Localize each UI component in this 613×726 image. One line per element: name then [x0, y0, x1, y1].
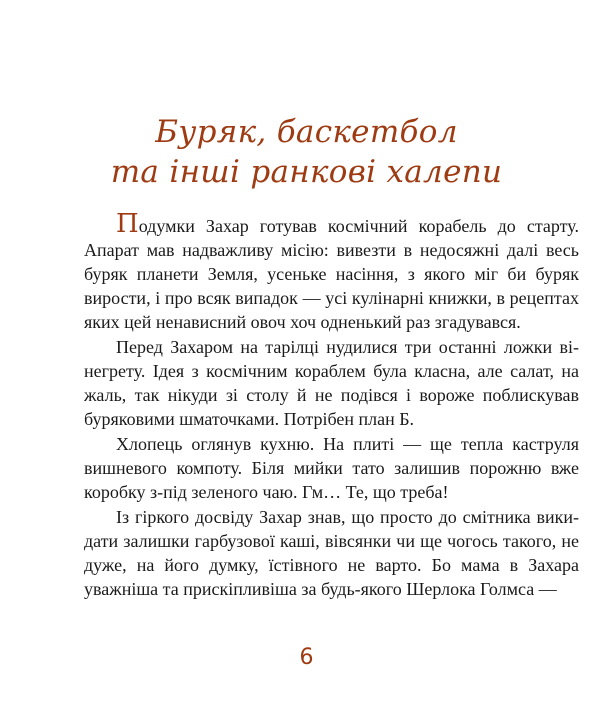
- paragraph-2: Перед Захаром на тарілці нудилися три останні ложки вінегрету. Ідея з космічним кораблем була класна, але салат, на жаль, так нікуди зі столу й не подівся і вороже поблискував буряковими шматочками. Потрібен план Б.: [84, 337, 579, 429]
- paragraph-3: Хлопець оглянув кухню. На плиті — ще тепла каструля вишневого компоту. Біля мийки тато залишив порожню вже коробку з-під зеленого чаю. Гм… Те, що треба!: [84, 434, 579, 502]
- page-number: 6: [299, 645, 314, 670]
- paragraph-4: Із гіркого досвіду Захар знав, що просто до смітника викидати залишки гарбузової каші, вівсянки чи ще чогось такого, не дуже, на його думку, їстівного не варто. Бо мама в Захара уважніша та прискіпливіша за будь-якого Шерлока Голмса —: [84, 507, 579, 599]
- paragraph-1-text: одумки Захар готував космічний корабель до старту. Апарат мав надважливу місію: вивезти в недосяжні далі весь буряк планети Земля, усеньке насіння, з якого міг би буряк вирости, і про всяк випадок — усі кулінарні книжки, в рецептах яких цей ненависний овоч хоч одненький раз згадувався.: [84, 216, 579, 332]
- paragraph-1: [84, 209, 579, 334]
- chapter-title-line-2: та інші ранкові халепи: [110, 154, 503, 190]
- drop-cap: П: [116, 209, 139, 239]
- chapter-body: [84, 209, 579, 602]
- chapter-title-line-1: Буряк, баскетбол: [155, 114, 458, 150]
